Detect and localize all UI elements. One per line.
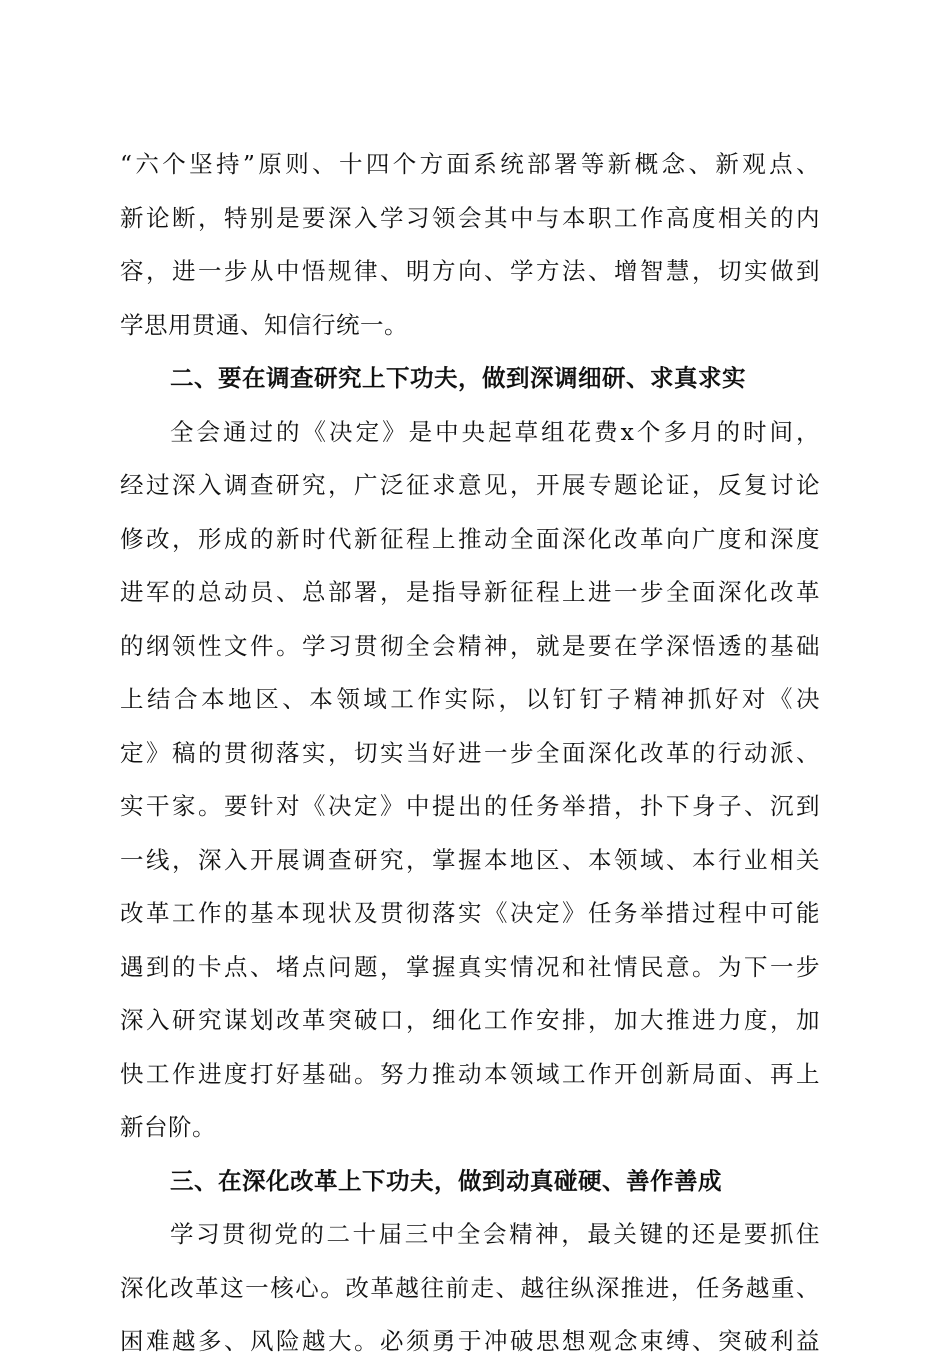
text-line: 一线，深入开展调查研究，掌握本地区、本领域、本行业相关	[120, 845, 820, 874]
text-line: 实干家。要针对《决定》中提出的任务举措，扑下身子、沉到	[120, 792, 820, 820]
text-line: “六个坚持”原则、十四个方面系统部署等新概念、新观点、	[120, 150, 820, 178]
text-line: 的纲领性文件。学习贯彻全会精神，就是要在学深悟透的基础	[120, 631, 820, 660]
text-line: 改革工作的基本现状及贯彻落实《决定》任务举措过程中可能	[120, 899, 820, 927]
text-line: 学习贯彻党的二十届三中全会精神，最关键的还是要抓住	[170, 1220, 820, 1248]
paragraph-research	[120, 406, 820, 1155]
text-line: 定》稿的贯彻落实，切实当好进一步全面深化改革的行动派、	[120, 738, 820, 767]
section-heading-reform: 三、在深化改革上下功夫，做到动真碰硬、善作善成	[170, 1166, 722, 1195]
text-line: 进军的总动员、总部署，是指导新征程上进一步全面深化改革	[120, 578, 820, 606]
text-line: 新台阶。	[120, 1113, 216, 1141]
paragraph-principles	[120, 138, 820, 352]
text-line: 修改，形成的新时代新征程上推动全面深化改革向广度和深度	[120, 524, 820, 553]
text-line: 深化改革这一核心。改革越往前走、越往纵深推进，任务越重、	[120, 1273, 820, 1302]
document-page	[120, 138, 820, 1369]
text-line: 困难越多、风险越大。必须勇于冲破思想观念束缚、突破利益	[120, 1327, 820, 1355]
text-line: 深入研究谋划改革突破口，细化工作安排，加大推进力度，加	[120, 1006, 820, 1034]
text-line: 学思用贯通、知信行统一。	[120, 310, 408, 339]
text-line: 上结合本地区、本领域工作实际，以钉钉子精神抓好对《决	[120, 685, 820, 713]
text-line: 经过深入调查研究，广泛征求意见，开展专题论证，反复讨论	[120, 471, 820, 499]
text-line: 遇到的卡点、堵点问题，掌握真实情况和社情民意。为下一步	[120, 952, 820, 981]
paragraph-reform	[120, 1208, 820, 1369]
text-line: 新论断，特别是要深入学习领会其中与本职工作高度相关的内	[120, 203, 820, 232]
section-heading-research: 二、要在调查研究上下功夫，做到深调细研、求真求实	[170, 364, 746, 392]
text-line: 全会通过的《决定》是中央起草组花费x个多月的时间，	[170, 417, 820, 446]
text-line: 快工作进度打好基础。努力推动本领域工作开创新局面、再上	[120, 1059, 820, 1088]
text-line: 容，进一步从中悟规律、明方向、学方法、增智慧，切实做到	[120, 257, 820, 285]
